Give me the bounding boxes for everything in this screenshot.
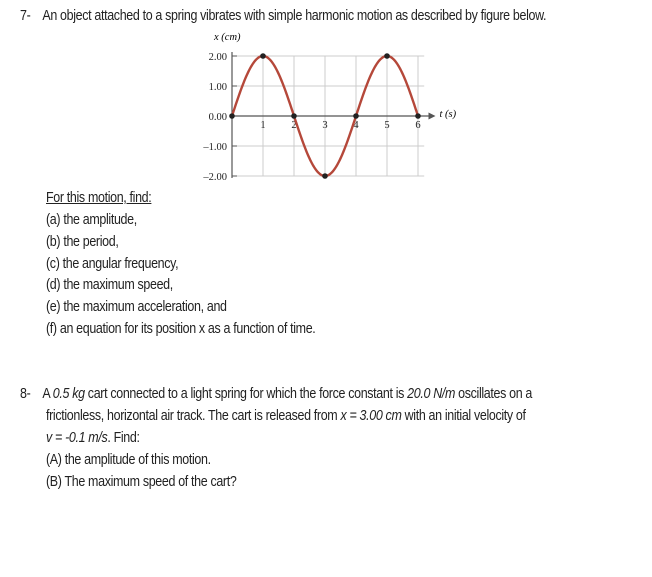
q7-item-c: (c) the angular frequency, (46, 256, 179, 272)
data-point-1 (260, 53, 266, 59)
x-tick-label-1: 1 (260, 120, 266, 131)
question-8-line-2 (46, 408, 526, 424)
question-8-line-3 (46, 430, 140, 446)
data-point-2 (291, 113, 297, 119)
q8-initial-position: x = 3.00 cm (340, 408, 402, 424)
data-point-6 (415, 113, 421, 119)
q7-item-d: (d) the maximum speed, (46, 277, 173, 293)
q7-item-b: (b) the period, (46, 234, 119, 250)
x-axis-arrowhead (429, 113, 436, 120)
x-tick-label-3: 3 (322, 120, 328, 131)
q7-item-a: (a) the amplitude, (46, 212, 137, 228)
q8-text-4: frictionless, horizontal air track. The cart is released from (46, 408, 341, 424)
y-tick-label-0: 2.00 (208, 52, 227, 63)
q8-item-b: (B) The maximum speed of the cart? (46, 474, 237, 490)
question-7-text: An object attached to a spring vibrates with simple harmonic motion as described by figure below. (42, 8, 547, 24)
q8-text-2: cart connected to a light spring for which the force constant is (84, 386, 408, 402)
q8-spring-constant: 20.0 N/m (407, 386, 456, 402)
q8-mass: 0.5 kg (52, 386, 85, 402)
q8-text-3: oscillates on a (455, 386, 533, 402)
y-tick-label-1: 1.00 (208, 82, 227, 93)
q8-text-6: . Find: (107, 430, 140, 446)
data-point-5 (384, 53, 390, 59)
y-tick-label-4: –2.00 (203, 172, 227, 183)
x-tick-label-5: 5 (384, 120, 390, 131)
question-8-number: 8- (20, 386, 31, 402)
q8-item-a: (A) the amplitude of this motion. (46, 452, 211, 468)
question-7-number: 7- (20, 8, 31, 24)
q7-item-f: (f) an equation for its position x as a function of time. (46, 321, 316, 337)
data-point-3 (322, 173, 328, 179)
y-tick-label-3: –1.00 (203, 142, 227, 153)
x-tick-label-4: 4 (353, 120, 359, 131)
data-point-4 (353, 113, 359, 119)
q8-text-1: A (42, 386, 53, 402)
q7-item-e: (e) the maximum acceleration, and (46, 299, 227, 315)
y-axis-label: x (cm) (214, 32, 241, 43)
x-tick-label-6: 6 (415, 120, 421, 131)
x-tick-label-2: 2 (291, 120, 297, 131)
q8-initial-velocity: v = -0.1 m/s (46, 430, 108, 446)
data-point-0 (229, 113, 235, 119)
x-axis-label: t (s) (439, 109, 457, 120)
shm-position-graph (190, 30, 480, 190)
question-8-line-1 (20, 386, 532, 402)
question-7-header (20, 8, 546, 24)
find-title: For this motion, find: (46, 190, 152, 206)
q8-text-5: with an initial velocity of (401, 408, 526, 424)
y-tick-label-2: 0.00 (208, 112, 227, 123)
